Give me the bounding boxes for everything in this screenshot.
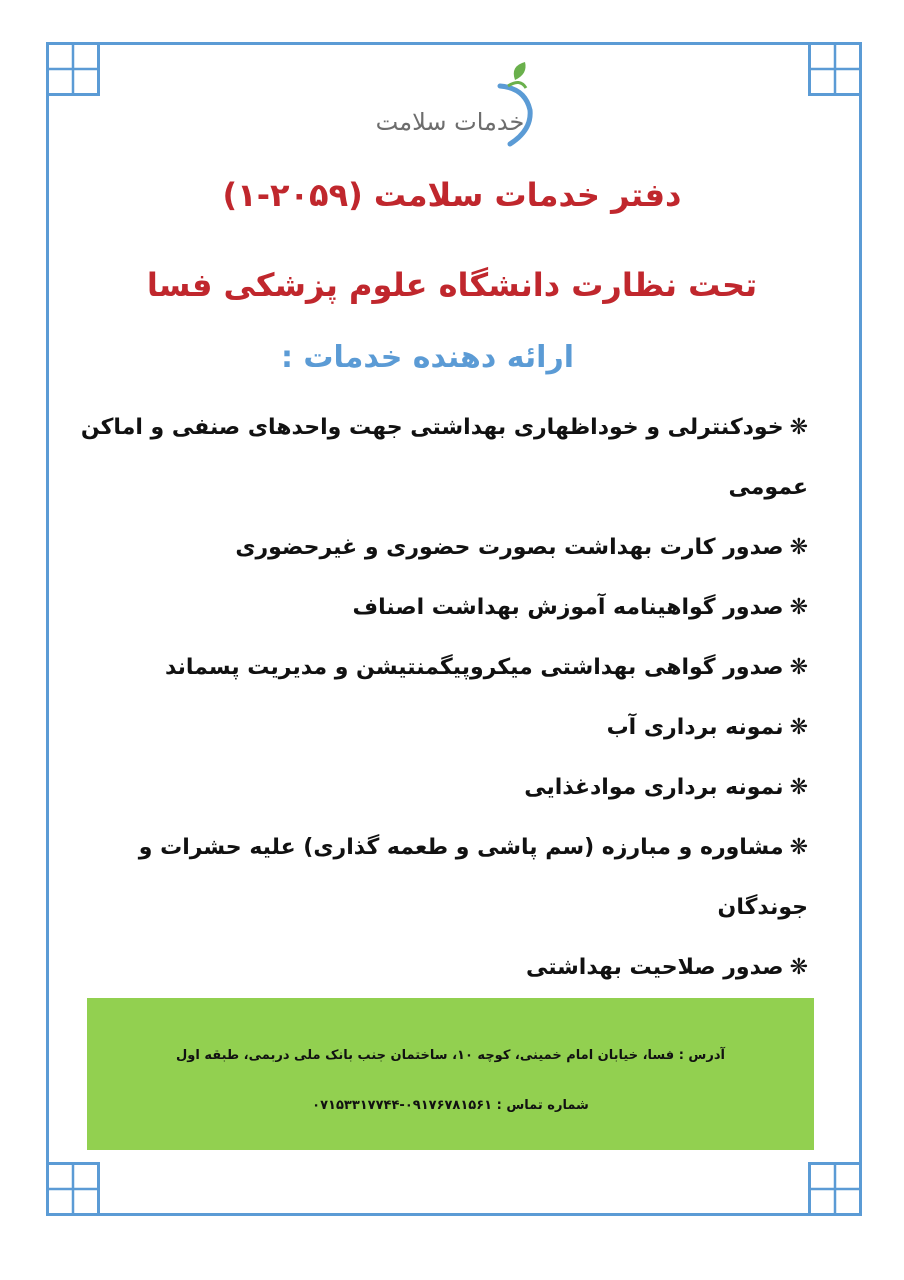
bullet-icon: ❋	[789, 715, 808, 740]
contact-footer	[87, 998, 814, 1150]
bullet-icon: ❋	[789, 835, 808, 860]
services-heading: ارائه دهنده خدمات :	[280, 340, 574, 375]
service-item: ❋صدور گواهی بهداشتی میکروپیگمنتیشن و مدیریت پسماند	[164, 655, 808, 680]
bullet-icon: ❋	[789, 955, 808, 980]
logo-text: خدمات سلامت	[375, 108, 525, 136]
corner-ornament-bottom-left	[46, 1162, 100, 1216]
service-item: ❋مشاوره و مبارزه (سم پاشی و طعمه گذاری) علیه حشرات و جوندگان	[138, 835, 808, 920]
services-list	[72, 398, 808, 998]
service-item: ❋صدور گواهینامه آموزش بهداشت اصناف	[352, 595, 808, 620]
bullet-icon: ❋	[789, 415, 808, 440]
service-item: ❋صدور صلاحیت بهداشتی	[525, 955, 808, 980]
bullet-icon: ❋	[789, 535, 808, 560]
bullet-icon: ❋	[789, 775, 808, 800]
corner-ornament-top-right	[808, 42, 862, 96]
phone-text: شماره تماس : ۰۹۱۷۶۷۸۱۵۶۱-۰۷۱۵۳۳۱۷۷۴۴	[312, 1098, 589, 1113]
bullet-icon: ❋	[789, 595, 808, 620]
service-item: ❋خودکنترلی و خوداظهاری بهداشتی جهت واحدهای صنفی و اماکن عمومی	[80, 415, 808, 500]
office-title: دفتر خدمات سلامت (۲۰۵۹-۱)	[222, 176, 682, 214]
health-services-logo	[350, 58, 560, 148]
bullet-icon: ❋	[789, 655, 808, 680]
service-item: ❋صدور کارت بهداشت بصورت حضوری و غیرحضوری	[235, 535, 808, 560]
supervision-title: تحت نظارت دانشگاه علوم پزشکی فسا	[146, 266, 758, 304]
service-item: ❋نمونه برداری آب	[606, 715, 808, 740]
address-text: آدرس : فسا، خیابان امام خمینی، کوچه ۱۰، ساختمان جنب بانک ملی دربمی، طبقه اول	[176, 1048, 725, 1063]
corner-ornament-bottom-right	[808, 1162, 862, 1216]
corner-ornament-top-left	[46, 42, 100, 96]
service-item: ❋نمونه برداری موادغذایی	[524, 775, 808, 800]
